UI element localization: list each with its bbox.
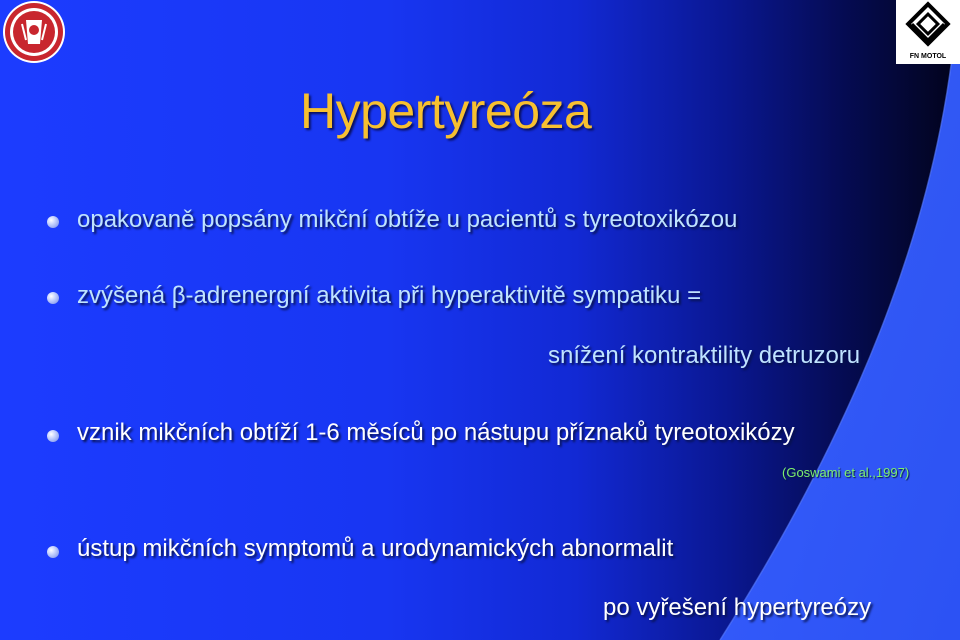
bullet-icon <box>47 216 59 228</box>
bullet-icon <box>47 430 59 442</box>
reference-citation: (Goswami et al.,1997) <box>782 465 910 480</box>
bullet-text-1: opakovaně popsány mikční obtíže u pacientů s tyreotoxikózou <box>77 206 738 233</box>
bullet-text-3: vznik mikčních obtíží 1-6 měsíců po nástupu příznaků tyreotoxikózy <box>77 419 795 446</box>
bullet-text-4: ústup mikčních symptomů a urodynamických abnormalit <box>77 535 674 562</box>
bullet-text-4-continuation: po vyřešení hypertyreózy <box>603 594 872 621</box>
fn-motol-logo-icon <box>896 0 960 52</box>
fn-motol-logo <box>896 0 960 64</box>
bullet-text-2-continuation: snížení kontraktility detruzoru <box>548 342 861 369</box>
faculty-seal-icon <box>2 0 66 64</box>
bullet-icon <box>47 546 59 558</box>
fn-motol-label: FN MOTOL <box>909 53 947 60</box>
bullet-text-2: zvýšená β-adrenergní aktivita při hyperaktivitě sympatiku = <box>77 282 702 309</box>
bullet-icon <box>47 292 59 304</box>
slide-title: Hypertyreóza <box>300 83 592 139</box>
